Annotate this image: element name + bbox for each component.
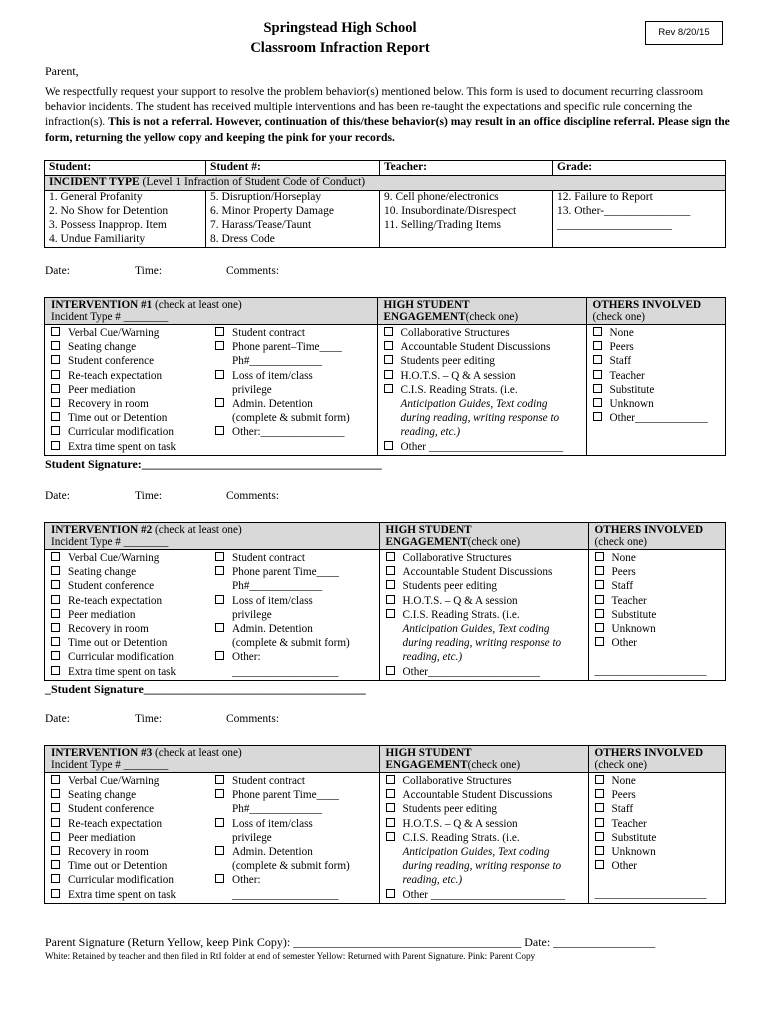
incident-item[interactable]: 13. Other-_______________ [553,205,726,219]
copy-distribution-note: White: Retained by teacher and then filed in RtI folder at end of semester Yellow: Returned with Parent Signature. Pink: Parent Copy [45,951,536,961]
engagement-option[interactable]: Accountable Student Discussions [384,340,580,354]
engagement-note: Anticipation Guides, Text coding [400,398,548,411]
checkbox-icon[interactable] [595,832,604,841]
option-continued: (complete & submit form) [232,860,350,873]
checkbox-icon[interactable] [386,566,395,575]
intervention-option[interactable]: Phone parent–Time____ [215,340,371,354]
intervention-option[interactable]: Phone parent Time____ [215,788,373,802]
checkbox-icon[interactable] [51,651,60,660]
time-label: Time: [135,490,163,502]
intervention-option[interactable]: Seating change [51,340,203,354]
engagement-header: HIGH STUDENT ENGAGEMENT(check one) [377,298,586,325]
intervention-option[interactable]: Admin. Detention [215,845,373,859]
others-option[interactable]: Substitute [593,383,719,397]
incident-item[interactable]: 2. No Show for Detention [45,205,206,219]
engagement-note: Anticipation Guides, Text coding [402,623,550,636]
engagement-list [379,550,588,681]
intervention-option[interactable]: Other: [215,873,373,887]
checkbox-icon[interactable] [215,566,224,575]
checkbox-icon[interactable] [215,398,224,407]
incident-item[interactable]: 9. Cell phone/electronics [380,191,553,206]
others-header: OTHERS INVOLVED (check one) [588,746,725,773]
checkbox-icon[interactable] [51,384,60,393]
others-option[interactable]: Staff [595,579,719,593]
others-list [586,325,725,456]
student-signature-line[interactable]: _Student Signature_____________________________________ [45,682,366,696]
checkbox-icon[interactable] [215,370,224,379]
checkbox-icon[interactable] [386,552,395,561]
student-number-field[interactable]: Student #: [206,161,380,176]
checkbox-icon[interactable] [215,651,224,660]
checkbox-icon[interactable] [51,637,60,646]
intervention-option[interactable]: Re-teach expectation [51,369,203,383]
others-option[interactable]: Peers [595,565,719,579]
teacher-field[interactable]: Teacher: [380,161,553,176]
intervention-option[interactable]: Extra time spent on task [51,440,203,454]
others-option[interactable]: Substitute [595,608,719,622]
intervention-option[interactable]: Time out or Detention [51,411,203,425]
engagement-header: HIGH STUDENT ENGAGEMENT(check one) [379,746,588,773]
checkbox-icon[interactable] [215,623,224,632]
intervention-option[interactable]: Extra time spent on task [51,665,203,679]
intervention-option[interactable]: Student contract [215,551,373,565]
checkbox-icon[interactable] [593,398,602,407]
option-continued: privilege [232,383,272,396]
incident-item[interactable]: 7. Harass/Tease/Taunt [206,219,380,233]
date-label: Date: [45,265,70,277]
checkbox-icon[interactable] [595,566,604,575]
checkbox-icon[interactable] [51,595,60,604]
intervention-option[interactable]: Time out or Detention [51,859,203,873]
option-continued: privilege [232,831,272,844]
option-continued: privilege [232,608,272,621]
intervention-option[interactable]: Admin. Detention [215,622,373,636]
checkbox-icon[interactable] [593,327,602,336]
intervention-option[interactable]: Loss of item/class [215,817,373,831]
engagement-option[interactable]: Students peer editing [386,802,582,816]
intervention-header: INTERVENTION #3 (check at least one) Incident Type # ________ [45,746,380,773]
checkbox-icon[interactable] [595,637,604,646]
engagement-other[interactable]: Other ________________________ [386,888,582,902]
date-label: Date: [45,490,70,502]
checkbox-icon[interactable] [593,370,602,379]
checkbox-icon[interactable] [51,580,60,589]
intervention-option[interactable]: Verbal Cue/Warning [51,774,203,788]
incident-item[interactable]: ____________________ [553,219,726,233]
checkbox-icon[interactable] [215,552,224,561]
school-name: Springstead High School [263,20,417,36]
incident-item[interactable]: 3. Possess Inapprop. Item [45,219,206,233]
checkbox-icon[interactable] [51,412,60,421]
incident-item[interactable]: 5. Disruption/Horseplay [206,191,380,206]
parent-signature-line[interactable]: Parent Signature (Return Yellow, keep Pink Copy): ______________________________________ Date: _________________ [45,935,656,949]
checkbox-icon[interactable] [595,552,604,561]
checkbox-icon[interactable] [51,846,60,855]
revision-box: Rev 8/20/15 [645,21,723,45]
report-header [0,18,680,58]
checkbox-icon[interactable] [593,412,602,421]
option-continued: (complete & submit form) [232,412,350,425]
intervention-option[interactable]: Other:_______________ [215,425,371,439]
checkbox-icon[interactable] [51,832,60,841]
others-option[interactable]: Other [595,859,719,873]
intervention-table-2 [44,522,726,681]
others-option[interactable]: None [595,551,719,565]
other-blank[interactable]: ___________________ [232,665,339,678]
intervention-list-col1 [45,325,210,456]
intervention-list-col1 [45,773,210,904]
checkbox-icon[interactable] [386,803,395,812]
checkbox-icon[interactable] [51,341,60,350]
checkbox-icon[interactable] [51,818,60,827]
incident-item[interactable]: 6. Minor Property Damage [206,205,380,219]
incident-item[interactable]: 12. Failure to Report [553,191,726,206]
intervention-option[interactable]: Student contract [215,326,371,340]
checkbox-icon[interactable] [595,860,604,869]
others-option[interactable]: Unknown [595,622,719,636]
intervention-list-col2 [209,325,377,456]
checkbox-icon[interactable] [384,441,393,450]
intervention-option[interactable]: Recovery in room [51,845,203,859]
engagement-list [377,325,586,456]
intervention-option[interactable]: Admin. Detention [215,397,371,411]
checkbox-icon[interactable] [593,384,602,393]
checkbox-icon[interactable] [51,398,60,407]
intervention-option[interactable]: Curricular modification [51,873,203,887]
intervention-option[interactable]: Re-teach expectation [51,817,203,831]
checkbox-icon[interactable] [386,609,395,618]
checkbox-icon[interactable] [51,609,60,618]
comments-label: Comments: [226,265,280,277]
intro-bold-text: This is not a referral. However, continuation of this/these behavior(s) may result in an office discipline referral. Please sign the form, returning the yellow copy and keeping the pink for your records. [45,115,730,144]
checkbox-icon[interactable] [215,775,224,784]
others-option[interactable]: None [593,326,719,340]
checkbox-icon[interactable] [51,426,60,435]
checkbox-icon[interactable] [595,818,604,827]
checkbox-icon[interactable] [386,580,395,589]
checkbox-icon[interactable] [384,341,393,350]
checkbox-icon[interactable] [384,327,393,336]
checkbox-icon[interactable] [51,775,60,784]
phone-number-field[interactable]: Ph#_____________ [232,580,323,593]
checkbox-icon[interactable] [215,874,224,883]
intervention-list-col2 [209,550,379,681]
others-option[interactable]: Teacher [595,817,719,831]
student-signature-line[interactable]: Student Signature:________________________________________ [45,457,382,471]
checkbox-icon[interactable] [215,595,224,604]
engagement-option[interactable]: H.O.T.S. – Q & A session [384,369,580,383]
checkbox-icon[interactable] [215,846,224,855]
engagement-note: reading, etc.) [400,426,461,439]
incident-item[interactable] [553,233,726,248]
others-option[interactable]: Peers [593,340,719,354]
checkbox-icon[interactable] [51,355,60,364]
intervention-option[interactable]: Peer mediation [51,608,203,622]
incident-type-header: INCIDENT TYPE (Level 1 Infraction of Student Code of Conduct) [45,176,726,191]
phone-number-field[interactable]: Ph#_____________ [232,803,323,816]
checkbox-icon[interactable] [51,327,60,336]
others-header: OTHERS INVOLVED (check one) [586,298,725,325]
intervention-option[interactable]: Loss of item/class [215,594,373,608]
intervention-option[interactable]: Student conference [51,354,203,368]
grade-field[interactable]: Grade: [553,161,726,176]
engagement-option[interactable]: C.I.S. Reading Strats. (i.e. [386,608,582,622]
checkbox-icon[interactable] [51,789,60,798]
other-blank[interactable]: ___________________ [232,888,339,901]
engagement-note: Anticipation Guides, Text coding [402,846,550,859]
intro-paragraph [45,84,730,145]
checkbox-icon[interactable] [51,803,60,812]
time-label: Time: [135,713,163,725]
checkbox-icon[interactable] [215,789,224,798]
checkbox-icon[interactable] [595,789,604,798]
intervention-option[interactable]: Student conference [51,802,203,816]
intervention-list-col1 [45,550,210,681]
intervention-option[interactable]: Re-teach expectation [51,594,203,608]
intervention-option[interactable]: Recovery in room [51,397,203,411]
checkbox-icon[interactable] [51,666,60,675]
checkbox-icon[interactable] [593,341,602,350]
intervention-option[interactable]: Student conference [51,579,203,593]
intervention-table-1 [44,297,726,456]
intervention-option[interactable]: Peer mediation [51,831,203,845]
incident-item[interactable]: 1. General Profanity [45,191,206,206]
checkbox-icon[interactable] [51,370,60,379]
intervention-header: INTERVENTION #2 (check at least one) Incident Type # ________ [45,523,380,550]
intervention-option[interactable]: Curricular modification [51,650,203,664]
others-option[interactable]: None [595,774,719,788]
phone-number-field[interactable]: Ph#_____________ [232,355,323,368]
date-label: Date: [45,713,70,725]
checkbox-icon[interactable] [384,384,393,393]
others-option[interactable]: Unknown [593,397,719,411]
checkbox-icon[interactable] [215,818,224,827]
checkbox-icon[interactable] [595,775,604,784]
incident-item[interactable]: 4. Undue Familiarity [45,233,206,248]
checkbox-icon[interactable] [386,595,395,604]
checkbox-icon[interactable] [51,889,60,898]
others-option[interactable]: Teacher [595,594,719,608]
others-option[interactable]: Peers [595,788,719,802]
intervention-option[interactable]: Seating change [51,788,203,802]
others-option[interactable]: Unknown [595,845,719,859]
intervention-option[interactable]: Curricular modification [51,425,203,439]
engagement-option[interactable]: Collaborative Structures [386,551,582,565]
checkbox-icon[interactable] [595,846,604,855]
intervention-header: INTERVENTION #1 (check at least one) Incident Type # ________ [45,298,378,325]
intervention-option[interactable]: Recovery in room [51,622,203,636]
checkbox-icon[interactable] [215,327,224,336]
engagement-option[interactable]: Collaborative Structures [386,774,582,788]
engagement-option[interactable]: C.I.S. Reading Strats. (i.e. [386,831,582,845]
incident-table [44,160,726,248]
engagement-option[interactable]: Accountable Student Discussions [386,788,582,802]
others-list [588,550,725,681]
engagement-note: reading, etc.) [402,874,463,887]
checkbox-icon[interactable] [386,889,395,898]
engagement-option[interactable]: Students peer editing [384,354,580,368]
intervention-table-3 [44,745,726,904]
intervention-option[interactable]: Verbal Cue/Warning [51,551,203,565]
engagement-option[interactable]: C.I.S. Reading Strats. (i.e. [384,383,580,397]
others-option[interactable]: Teacher [593,369,719,383]
engagement-other[interactable]: Other____________________ [386,665,582,679]
incident-type-field[interactable]: Incident Type # ________ [51,759,169,771]
option-continued: (complete & submit form) [232,637,350,650]
incident-type-field[interactable]: Incident Type # ________ [51,311,169,323]
checkbox-icon[interactable] [215,426,224,435]
time-label: Time: [135,265,163,277]
checkbox-icon[interactable] [595,609,604,618]
intervention-option[interactable]: Other: [215,650,373,664]
checkbox-icon[interactable] [51,552,60,561]
intervention-option[interactable]: Peer mediation [51,383,203,397]
intervention-option[interactable]: Phone parent Time____ [215,565,373,579]
checkbox-icon[interactable] [595,623,604,632]
engagement-note: during reading, writing response to [402,637,562,650]
intervention-option[interactable]: Extra time spent on task [51,888,203,902]
engagement-option[interactable]: Accountable Student Discussions [386,565,582,579]
salutation: Parent, [45,64,79,78]
checkbox-icon[interactable] [384,370,393,379]
intro-text: We respectfully request your support to resolve the problem behavior(s) mentioned below. This form is used to document recurring classroom behavior incidents. The student has received multiple interventions and has been re-taught the expectations and specific rule concerning the infraction(s). [45,85,704,129]
intervention-option[interactable]: Seating change [51,565,203,579]
checkbox-icon[interactable] [386,789,395,798]
checkbox-icon[interactable] [51,623,60,632]
engagement-option[interactable]: H.O.T.S. – Q & A session [386,817,582,831]
checkbox-icon[interactable] [595,803,604,812]
checkbox-icon[interactable] [386,832,395,841]
others-option[interactable]: Staff [595,802,719,816]
intervention-option[interactable]: Loss of item/class [215,369,371,383]
checkbox-icon[interactable] [51,441,60,450]
incident-item[interactable] [380,233,553,248]
engagement-other[interactable]: Other ________________________ [384,440,580,454]
intervention-option[interactable]: Student contract [215,774,373,788]
engagement-option[interactable]: Students peer editing [386,579,582,593]
others-header: OTHERS INVOLVED (check one) [588,523,725,550]
report-title: Classroom Infraction Report [250,40,430,56]
intervention-option[interactable]: Verbal Cue/Warning [51,326,203,340]
student-field[interactable]: Student: [45,161,206,176]
incident-item[interactable]: 8. Dress Code [206,233,380,248]
incident-item[interactable]: 11. Selling/Trading Items [380,219,553,233]
checkbox-icon[interactable] [593,355,602,364]
others-option[interactable]: Other_____________ [593,411,719,425]
incident-type-field[interactable]: Incident Type # ________ [51,536,169,548]
engagement-option[interactable]: Collaborative Structures [384,326,580,340]
checkbox-icon[interactable] [51,566,60,575]
engagement-note: reading, etc.) [402,651,463,664]
engagement-list [379,773,588,904]
engagement-header: HIGH STUDENT ENGAGEMENT(check one) [379,523,588,550]
checkbox-icon[interactable] [215,341,224,350]
checkbox-icon[interactable] [51,874,60,883]
others-option[interactable]: Staff [593,354,719,368]
checkbox-icon[interactable] [386,775,395,784]
intervention-list-col2 [209,773,379,904]
comments-label: Comments: [226,490,280,502]
engagement-note: during reading, writing response to [400,412,560,425]
checkbox-icon[interactable] [595,580,604,589]
others-option[interactable]: Substitute [595,831,719,845]
intervention-option[interactable]: Time out or Detention [51,636,203,650]
checkbox-icon[interactable] [51,860,60,869]
comments-label: Comments: [226,713,280,725]
checkbox-icon[interactable] [384,355,393,364]
others-list [588,773,725,904]
checkbox-icon[interactable] [595,595,604,604]
checkbox-icon[interactable] [386,666,395,675]
engagement-option[interactable]: H.O.T.S. – Q & A session [386,594,582,608]
incident-item[interactable]: 10. Insubordinate/Disrespect [380,205,553,219]
others-blank: ____________________ [594,665,707,678]
checkbox-icon[interactable] [386,818,395,827]
engagement-note: during reading, writing response to [402,860,562,873]
others-blank: ____________________ [594,888,707,901]
others-option[interactable]: Other [595,636,719,650]
